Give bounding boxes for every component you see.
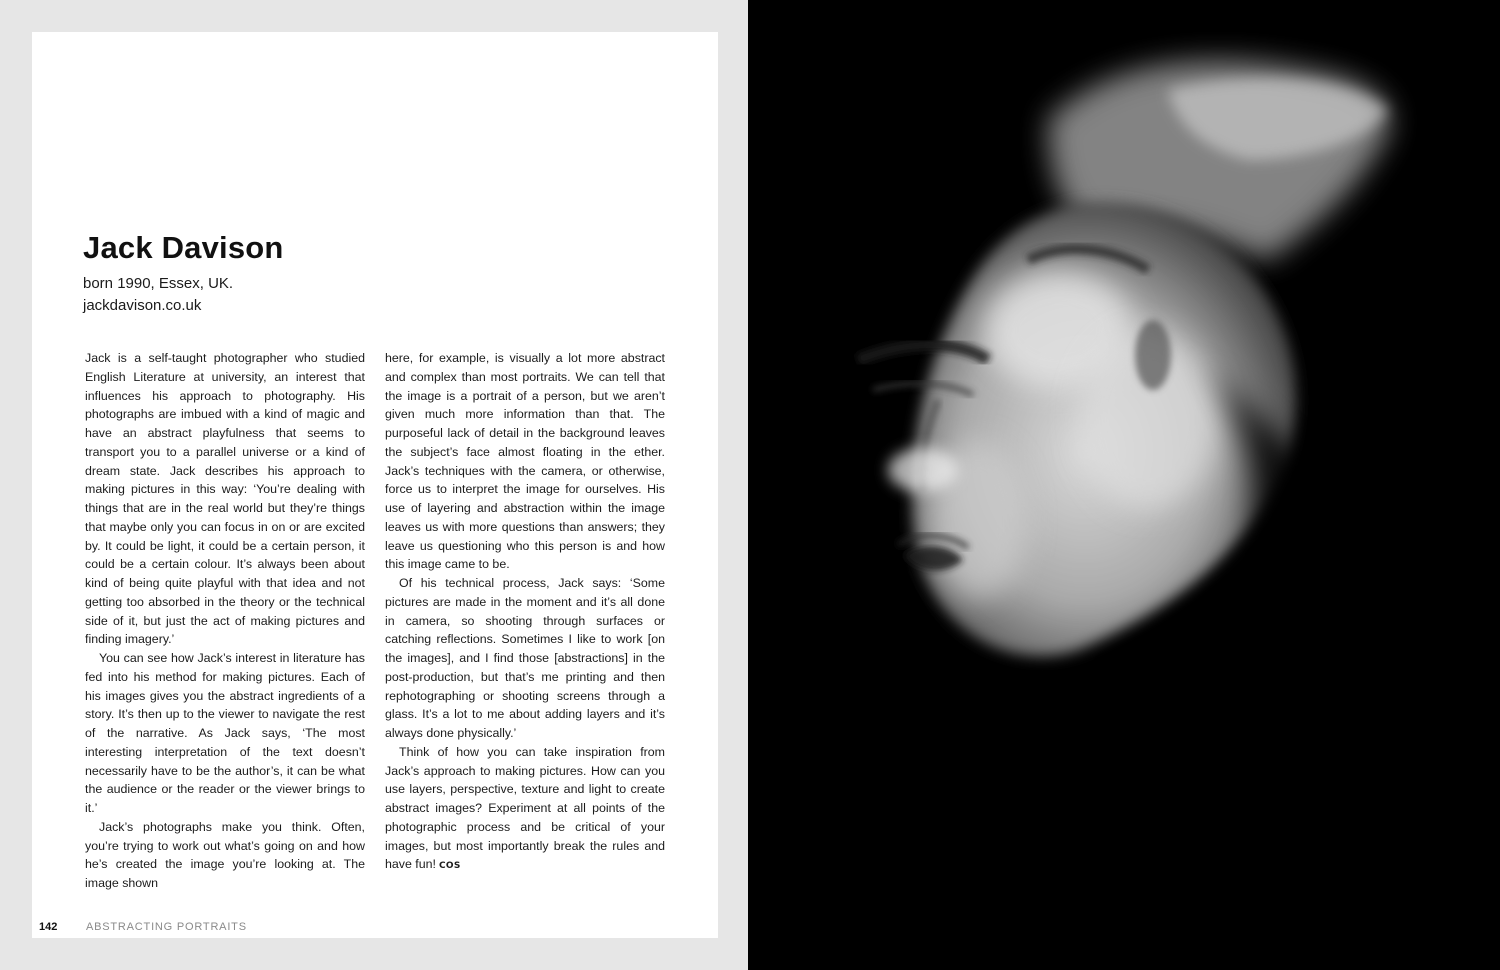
paragraph-last xyxy=(385,743,665,876)
text-page xyxy=(32,32,718,938)
text-column-left xyxy=(85,349,365,893)
page-number: 142 xyxy=(39,921,58,933)
section-title: ABSTRACTING PORTRAITS xyxy=(86,921,247,933)
end-mark: COS xyxy=(438,861,461,872)
page-title: Jack Davison xyxy=(83,230,284,265)
website-text: jackdavison.co.uk xyxy=(83,297,202,314)
paragraph: You can see how Jack’s interest in literature has fed into his method for making pictures. Each of his images gives you the abstract ingredients of a story. It’s then up to the viewer to navigate the rest of the narrative. As Jack says, ‘The most interesting interpretation of the text doesn’t necessarily have to be the author’s, it can be what the audience or the reader or the viewer brings to it.’ xyxy=(85,651,365,815)
portrait-photo xyxy=(748,0,1500,970)
paragraph: Jack is a self-taught photographer who studied English Literature at university, an interest that influences his approach to photography. His photographs are imbued with a kind of magic and have an abstract playfulness that seems to transport you to a parallel universe or a kind of dream state. Jack describes his approach to making pictures in this way: ‘You’re dealing with things that are in the real world but they’re things that maybe only you can focus in on or are excited by. It could be light, it could be a certain person, it could be a certain colour. It’s always been about kind of being quite playful with that idea and not getting too absorbed in the theory or the technical side of it, but just the act of making pictures and finding imagery.’ xyxy=(85,351,365,647)
text-column-right xyxy=(385,349,665,876)
paragraph-text: Think of how you can take inspiration from Jack’s approach to making pictures. How can you use layers, perspective, texture and light to create abstract images? Experiment at all points of the photographic process and be critical of your images, but most importantly break the rules and have fun! xyxy=(385,744,665,872)
paragraph: here, for example, is visually a lot more abstract and complex than most portraits. We can tell that the image is a portrait of a person, but we aren’t given much more information than that. The purposeful lack of detail in the background leaves the subject’s face almost floating in the ether. Jack’s techniques with the camera, or otherwise, force us to interpret the image for ourselves. His use of layering and abstraction within the image leaves us with more questions than answers; they leave us questioning who this person is and how this image came to be. xyxy=(385,351,665,572)
birth-info: born 1990, Essex, UK. xyxy=(83,275,234,292)
face-image xyxy=(748,0,1500,970)
paragraph: Of his technical process, Jack says: ‘Some pictures are made in the moment and it’s all done in camera, so shooting through surfaces or catching reflections. Sometimes I like to work [on the images], and I find those [abstractions] in the post-production, but that’s me printing and then rephotographing or shooting screens through a glass. It’s a lot to me about adding layers and it’s always done physically.’ xyxy=(385,576,665,740)
paragraph: Jack’s photographs make you think. Often, you’re trying to work out what’s going on and how he’s created the image you’re looking at. The image shown xyxy=(85,819,365,890)
